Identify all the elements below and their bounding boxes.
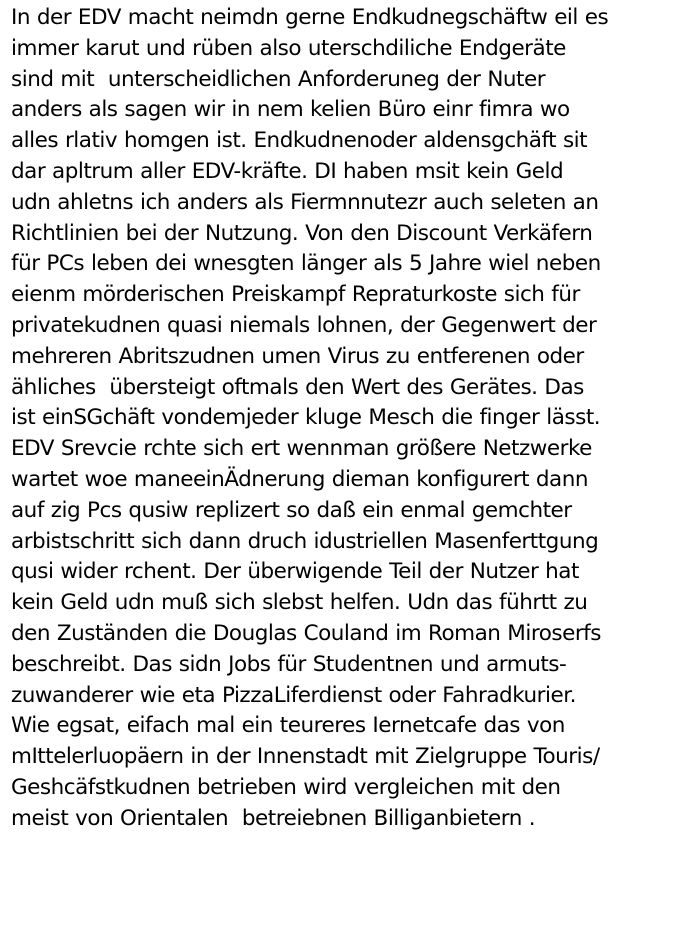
- text-line: mehreren Abritszudnen umen Virus zu entferenen oder: [11, 343, 584, 369]
- text-line: beschreibt. Das sidn Jobs für Studentnen und armuts-: [11, 651, 567, 677]
- text-line: udn ahletns ich anders als Fiermnnutezr auch seleten an: [11, 189, 599, 215]
- text-line: sind mit unterscheidlichen Anforderuneg der Nuter: [11, 66, 546, 92]
- text-line: ist einSGchäft vondemjeder kluge Mesch die finger lässt.: [11, 405, 601, 431]
- text-line: In der EDV macht neimdn gerne Endkudnegschäftw eil es: [11, 5, 609, 30]
- text-line: Richtlinien bei der Nutzung. Von den Discount Verkäfern: [11, 220, 593, 246]
- text-line: qusi wider rchent. Der überwigende Teil der Nutzer hat: [11, 559, 579, 585]
- body-text: [11, 3, 683, 835]
- text-line: den Zuständen die Douglas Couland im Roman Miroserfs: [11, 620, 601, 646]
- text-line: EDV Srevcie rchte sich ert wennman größere Netzwerke: [11, 436, 592, 462]
- text-line: ähliches übersteigt oftmals den Wert des Gerätes. Das: [11, 374, 584, 400]
- text-line: anders als sagen wir in nem kelien Büro einr fimra wo: [11, 97, 570, 123]
- text-line: eienm mörderischen Preiskampf Repraturkoste sich für: [11, 282, 580, 308]
- text-line: alles rlativ homgen ist. Endkudnenoder aldensgchäft sit: [11, 128, 588, 154]
- text-line: auf zig Pcs qusiw replizert so daß ein enmal gemchter: [11, 497, 572, 523]
- text-line: mIttelerluopäern in der Innenstadt mit Zielgruppe Touris/: [11, 744, 600, 770]
- text-line: arbistschritt sich dann druch idustriellen Masenferttgung: [11, 528, 599, 554]
- text-line: immer karut und rüben also uterschdiliche Endgeräte: [11, 35, 566, 61]
- text-line: Wie egsat, eifach mal ein teureres Iernetcafe das von: [11, 713, 565, 739]
- text-line: dar apltrum aller EDV-kräfte. DI haben msit kein Geld: [11, 158, 564, 184]
- text-line: zuwanderer wie eta PizzaLiferdienst oder Fahradkurier.: [11, 682, 576, 708]
- text-line: privatekudnen quasi niemals lohnen, der Gegenwert der: [11, 312, 597, 338]
- text-line: Geshcäfstkudnen betrieben wird vergleichen mit den: [11, 774, 561, 800]
- text-line: meist von Orientalen betreiebnen Billiganbietern .: [11, 805, 536, 831]
- text-line: kein Geld udn muß sich slebst helfen. Udn das führtt zu: [11, 590, 588, 616]
- text-line: wartet woe maneeinÄdnerung dieman konfigurert dann: [11, 466, 589, 492]
- text-line: für PCs leben dei wnesgten länger als 5 Jahre wiel neben: [11, 251, 601, 277]
